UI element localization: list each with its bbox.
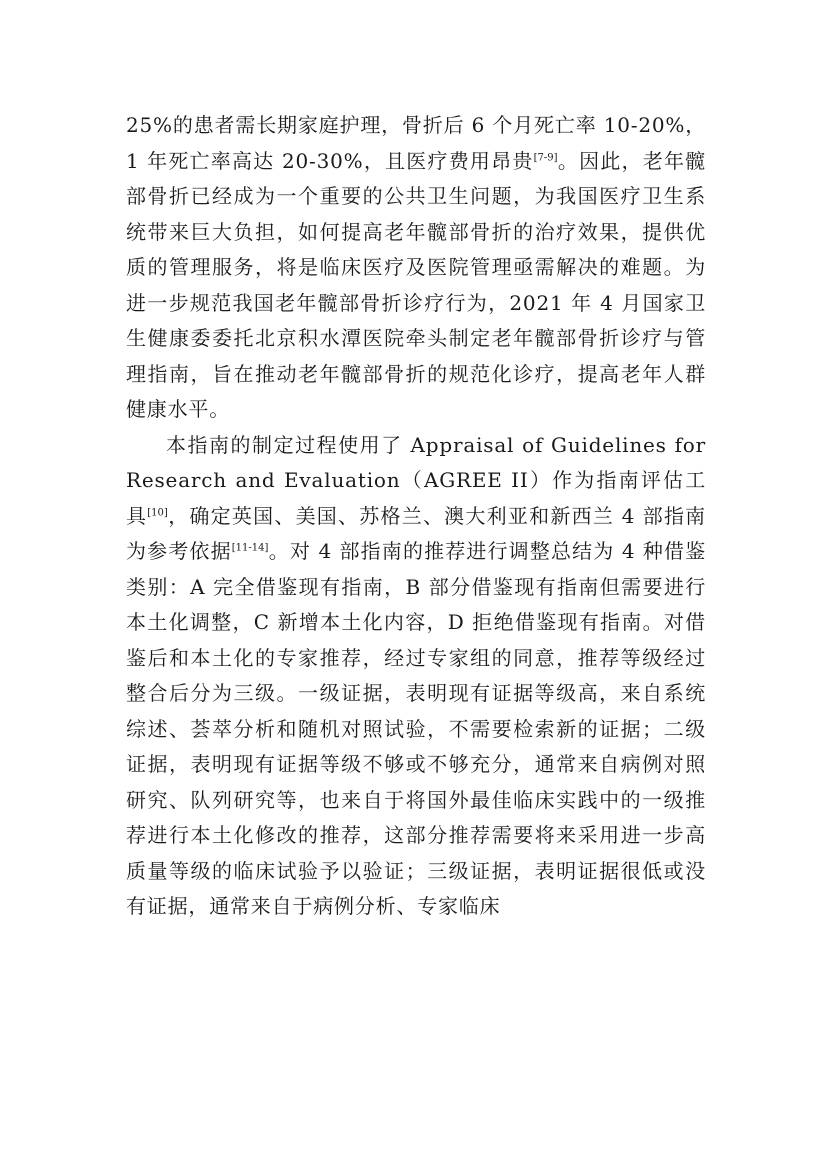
citation-10: [10] bbox=[147, 506, 168, 518]
paragraph-2-text-1: 本指南的制定过程使用了 Appraisal of Guidelines for Research and Evaluation（AGREE II）作为指南评估工具 bbox=[126, 432, 706, 528]
citation-11-14: [11-14] bbox=[231, 542, 269, 554]
citation-7-9: [7-9] bbox=[533, 151, 558, 163]
paragraph-2-text-2: ，确定英国、美国、苏格兰、澳大利亚和新西兰 4 部指南为参考依据 bbox=[126, 503, 706, 563]
paragraph-1-text-2: 。因此，老年髋部骨折已经成为一个重要的公共卫生问题，为我国医疗卫生系统带来巨大负担，如何提高老年髋部骨折的治疗效果，提供优质的管理服务，将是临床医疗及医院管理亟需解决的难题。为进一步规范我国老年髋部骨折诊疗行为，2021 年 4 月国家卫生健康委委托北京积水潭医院牵头制定老年髋部骨折诊疗与管理指南，旨在推动老年髋部骨折的规范化诊疗，提高老年人群健康水平。 bbox=[126, 148, 706, 421]
paragraph-2-text-3: 。对 4 部指南的推荐进行调整总结为 4 种借鉴类别：A 完全借鉴现有指南，B 部分借鉴现有指南但需要进行本土化调整，C 新增本土化内容，D 拒绝借鉴现有指南。对借鉴后和本土化的专家推荐，经过专家组的同意，推荐等级经过整合后分为三级。一级证据，表明现有证据等级高，来自系统综述、荟萃分析和随机对照试验，不需要检索新的证据；二级证据，表明现有证据等级不够或不够充分，通常来自病例对照研究、队列研究等，也来自于将国外最佳临床实践中的一级推荐进行本土化修改的推荐，这部分推荐需要将来采用进一步高质量等级的临床试验予以验证；三级证据，表明证据很低或没有证据，通常来自于病例分析、专家临床 bbox=[126, 539, 706, 918]
paragraph-2 bbox=[126, 428, 706, 925]
paragraph-1 bbox=[126, 108, 706, 428]
paragraph-1-text-1: 25%的患者需长期家庭护理，骨折后 6 个月死亡率 10-20%，1 年死亡率高达 20-30%，且医疗费用昂贵 bbox=[126, 113, 706, 173]
body-text bbox=[126, 108, 706, 925]
